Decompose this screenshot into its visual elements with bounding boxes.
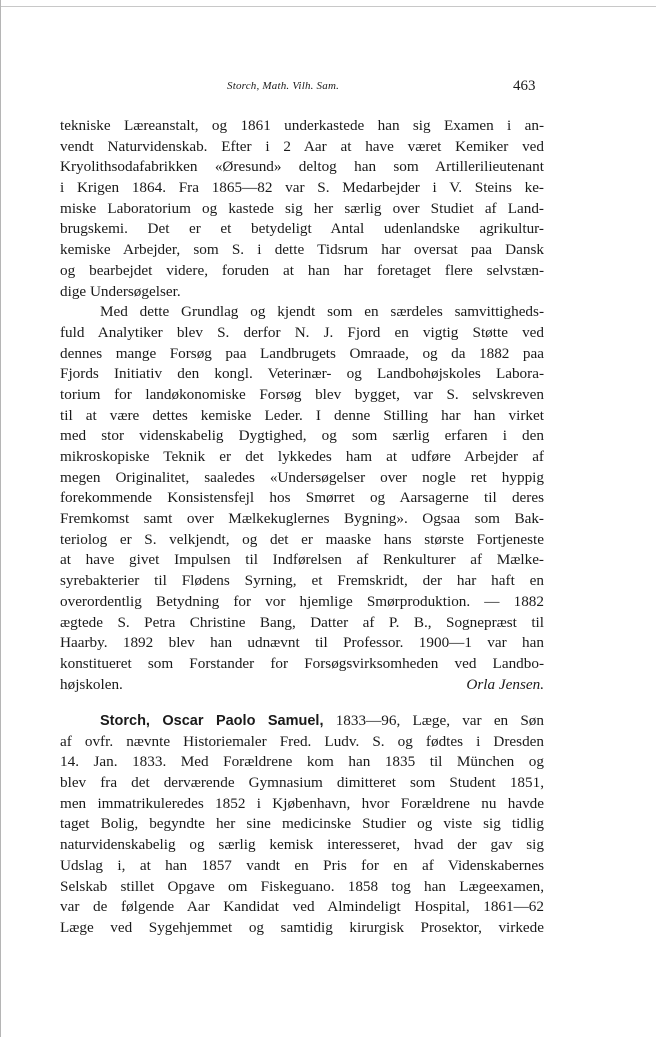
text-line: Kryolithsodafabrikken «Øresund» deltog han som Artillerilieutenant (60, 158, 544, 176)
entry-storch-oscar-paolo-samuel (60, 711, 544, 939)
entry-first-line (60, 711, 544, 732)
text-line: var de følgende Aar Kandidat ved Almindeligt Hospital, 1861—62 (60, 898, 544, 916)
text-line: taget Bolig, begyndte her sine medicinske Studier og viste sig tidlig (60, 815, 544, 833)
text-line: Fremkomst samt over Mælkekuglernes Bygning». Ogsaa som Bak- (60, 510, 544, 528)
text-line: Haarby. 1892 blev han udnævnt til Professor. 1900—1 var han (60, 634, 544, 652)
paragraph-first-line: Med dette Grundlag og kjendt som en særdeles samvittigheds- (100, 303, 544, 321)
text-line: konstitueret som Forstander for Forsøgsvirksomheden ved Landbo- (60, 654, 544, 672)
text-line: ægtede S. Petra Christine Bang, Datter af P. B., Sognepræst til (60, 613, 544, 631)
closing-line (60, 675, 544, 696)
text-line: overordentlig Betydning for vor hjemlige Smørproduktion. — 1882 (60, 592, 544, 610)
text-line: blev fra det derværende Gymnasium dimitteret som Student 1851, (60, 774, 544, 792)
text-line: med stor videnskabelig Dygtighed, og som særlig erfaren i den (60, 427, 544, 445)
text-line: og bearbejdet videre, foruden at han har foretaget flere selvstæn- (60, 261, 544, 279)
text-line: syrebakterier til Flødens Syrning, et Fremskridt, der har haft en (60, 572, 544, 590)
text-line: naturvidenskabelig og særlig kemisk interesseret, hvad der gav sig (60, 836, 544, 854)
author-signature: Orla Jensen. (466, 675, 544, 693)
text-line: Læge ved Sygehjemmet og samtidig kirurgisk Prosektor, virkede (60, 918, 544, 936)
text-line: Selskab stillet Opgave om Fiskeguano. 1858 tog han Lægeexamen, (60, 877, 544, 895)
text-line: 14. Jan. 1833. Med Forældrene kom han 1835 til München og (60, 753, 544, 771)
entry-headword: Storch, Oscar Paolo Samuel, (100, 713, 324, 729)
text-line: til at være dettes kemiske Leder. I denne Stilling har han virket (60, 406, 544, 424)
closing-text: højskolen. (60, 675, 123, 693)
text-line: Fjords Initiativ den kongl. Veterinær- og Landbohøjskoles Labora- (60, 365, 544, 383)
scan-left-edge (0, 0, 1, 1037)
text-line: af ovfr. nævnte Historiemaler Fred. Ludv. S. og fødtes i Dresden (60, 732, 544, 750)
text-line: torium for landøkonomiske Forsøg blev bygget, var S. selvskreven (60, 385, 544, 403)
text-line: men immatrikuleredes 1852 i Kjøbenhavn, hvor Forældrene nu havde (60, 794, 544, 812)
text-line: dennes mange Forsøg paa Landbrugets Omraade, og da 1882 paa (60, 344, 544, 362)
text-line: vendt Naturvidenskab. Efter i 2 Aar at have været Kemiker ved (60, 137, 544, 155)
text-line: megen Originalitet, saaledes «Undersøgelser over nogle ret hyppig (60, 468, 544, 486)
text-line: at have givet Impulsen til Indførelsen af Renkulturer af Mælke- (60, 551, 544, 569)
text-line: Udslag i, at han 1857 vandt en Pris for en af Videnskabernes (60, 856, 544, 874)
page-number: 463 (513, 78, 536, 94)
entry-storch-math-vilh-sam (60, 116, 544, 695)
entry-first-line-text: 1833—96, Læge, var en Søn (335, 712, 544, 729)
text-line: i Krigen 1864. Fra 1865—82 var S. Medarbejder i V. Steins ke- (60, 179, 544, 197)
text-line: brugskemi. Det er et betydeligt Antal udenlandske agrikultur- (60, 220, 544, 238)
text-line: teriolog er S. velkjendt, og det er maaske hans største Fortjeneste (60, 530, 544, 548)
text-line: kemiske Arbejder, som S. i dette Tidsrum har oversat paa Dansk (60, 241, 544, 259)
text-line: fuld Analytiker blev S. derfor N. J. Fjord en vigtig Støtte ved (60, 323, 544, 341)
text-line: forekommende Konsistensfejl hos Smørret og Aarsagerne til deres (60, 489, 544, 507)
text-line: dige Undersøgelser. (60, 282, 181, 300)
text-line: tekniske Læreanstalt, og 1861 underkastede han sig Examen i an- (60, 117, 544, 134)
running-head: Storch, Math. Vilh. Sam. (227, 80, 340, 92)
scan-top-edge (0, 6, 656, 7)
text-line: miske Laboratorium og kastede sig her særlig over Studiet af Land- (60, 199, 544, 217)
text-line: mikroskopiske Teknik er det lykkedes ham at udføre Arbejder af (60, 448, 544, 465)
